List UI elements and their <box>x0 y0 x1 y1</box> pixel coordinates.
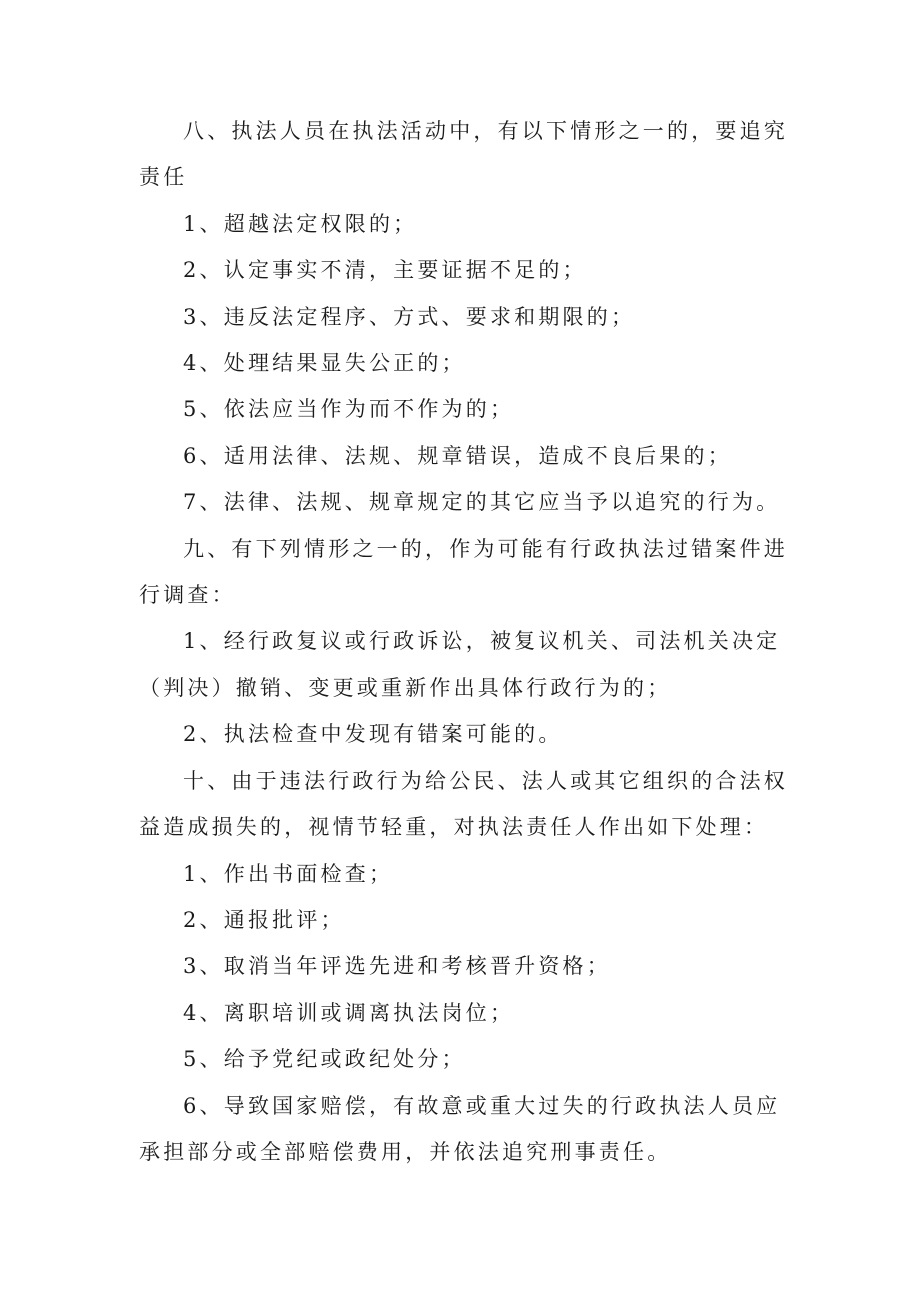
list-item: 5、依法应当作为而不作为的； <box>183 397 515 422</box>
list-item: 2、执法检查中发现有错案可能的。 <box>183 722 563 747</box>
section-heading-9: 九、有下列情形之一的，作为可能有行政执法过错案件进行调查： <box>139 536 788 608</box>
list-item: 1、超越法定权限的； <box>183 211 418 236</box>
list-item: 5、给予党纪或政纪处分； <box>183 1047 466 1072</box>
list-item: 4、处理结果显失公正的； <box>183 351 466 376</box>
list-item: 3、违反法定程序、方式、要求和期限的； <box>183 304 636 329</box>
list-item: 1、经行政复议或行政诉讼，被复议机关、司法机关决定（判决）撤销、变更或重新作出具体行政行为的； <box>139 629 781 700</box>
list-item: 3、取消当年评选先进和考核晋升资格； <box>183 954 611 979</box>
list-item: 6、适用法律、法规、规章错误，造成不良后果的； <box>183 443 732 468</box>
list-item: 7、法律、法规、规章规定的其它应当予以追究的行为。 <box>183 490 781 515</box>
list-item: 1、作出书面检查； <box>183 861 394 886</box>
list-item: 2、认定事实不清，主要证据不足的； <box>183 258 587 283</box>
list-item: 6、导致国家赔偿，有故意或重大过失的行政执法人员应承担部分或全部赔偿费用，并依法追究刑事责任。 <box>139 1093 781 1164</box>
document-body <box>139 108 799 1175</box>
list-item: 2、通报批评； <box>183 907 345 932</box>
section-heading-8: 八、执法人员在执法活动中，有以下情形之一的，要追究责任 <box>139 119 788 190</box>
list-item: 4、离职培训或调离执法岗位； <box>183 1000 515 1025</box>
section-heading-10: 十、由于违法行政行为给公民、法人或其它组织的合法权益造成损失的，视情节轻重，对执法责任人作出如下处理： <box>139 768 788 840</box>
